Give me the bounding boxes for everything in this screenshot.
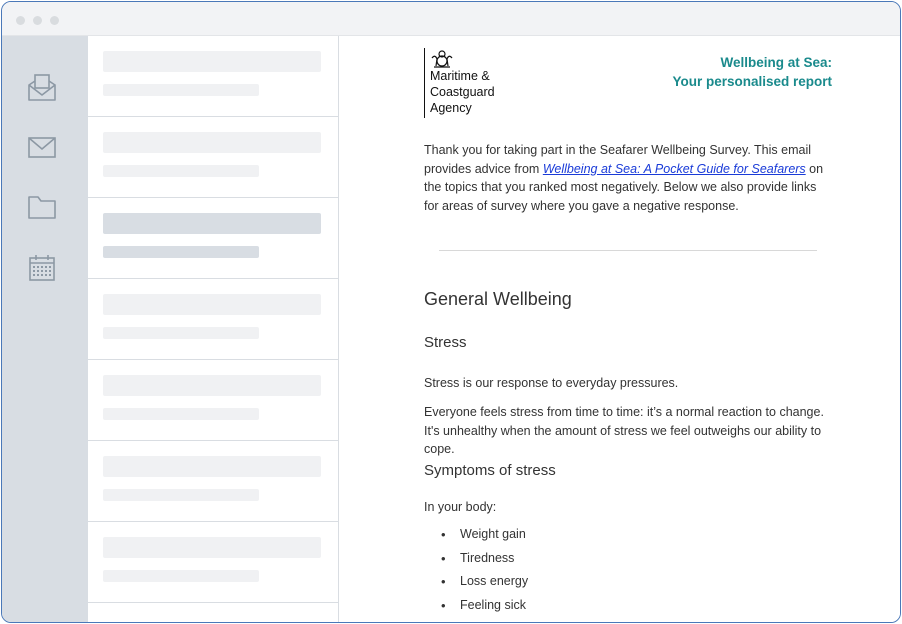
org-name: Maritime & Coastguard Agency xyxy=(430,69,495,115)
list-item[interactable] xyxy=(88,441,338,522)
placeholder-bar xyxy=(103,51,321,72)
placeholder-bar xyxy=(103,408,259,420)
subsection-title: Stress xyxy=(424,334,467,351)
list-item: • Loss energy xyxy=(424,570,528,594)
royal-crest-icon xyxy=(430,50,454,68)
report-title xyxy=(672,53,832,91)
stress-paragraph: Everyone feels stress from time to time: it’s a normal reaction to change. It's unhealthy when the amount of stress we feel outweighs our ability to cope. xyxy=(424,405,824,456)
intro-paragraph xyxy=(424,141,834,215)
message-list xyxy=(88,36,339,622)
stress-definition: Stress is our response to everyday pressures. xyxy=(424,376,679,390)
list-item: • Weight gain xyxy=(424,523,528,547)
divider xyxy=(439,250,817,251)
placeholder-bar xyxy=(103,456,321,477)
report-title-line1: Wellbeing at Sea: xyxy=(720,55,832,70)
pocket-guide-link[interactable]: Wellbeing at Sea: A Pocket Guide for Seafarers xyxy=(542,161,806,176)
envelope-icon[interactable] xyxy=(26,131,58,163)
list-item[interactable] xyxy=(88,522,338,603)
placeholder-bar xyxy=(103,132,321,153)
placeholder-bar xyxy=(103,84,259,96)
list-item-selected[interactable] xyxy=(88,198,338,279)
nav-rail xyxy=(2,36,88,622)
placeholder-bar xyxy=(103,294,321,315)
email-reading-pane xyxy=(339,36,900,622)
section-title: General Wellbeing xyxy=(424,289,572,309)
placeholder-bar xyxy=(103,489,259,501)
list-item: • Feeling sick xyxy=(424,594,528,618)
list-item[interactable] xyxy=(88,117,338,198)
window-control-dot[interactable] xyxy=(16,16,25,25)
calendar-icon[interactable] xyxy=(26,252,58,284)
body-label: In your body: xyxy=(424,500,497,514)
inbox-tray-icon[interactable] xyxy=(26,71,58,103)
placeholder-bar xyxy=(103,213,321,234)
intro-text: Thank you for taking part in the Seafarer Wellbeing Survey. This email provides advice from xyxy=(424,143,811,176)
intro-text: on the topics that you ranked most negatively. Below we also provide links for areas of survey where you gave a negative response. xyxy=(424,161,824,213)
folder-icon[interactable] xyxy=(26,191,58,223)
placeholder-bar xyxy=(103,537,321,558)
placeholder-bar xyxy=(103,375,321,396)
report-title-line2: Your personalised report xyxy=(672,74,832,89)
list-item: • Tiredness xyxy=(424,547,528,571)
list-item[interactable] xyxy=(88,279,338,360)
symptoms-list xyxy=(424,523,528,617)
window-control-dot[interactable] xyxy=(33,16,42,25)
placeholder-bar xyxy=(103,165,259,177)
logo-divider xyxy=(424,48,425,118)
list-item[interactable] xyxy=(88,360,338,441)
mca-logo xyxy=(424,48,544,118)
placeholder-bar xyxy=(103,327,259,339)
placeholder-bar xyxy=(103,570,259,582)
window-titlebar xyxy=(2,2,900,36)
symptoms-title: Symptoms of stress xyxy=(424,462,556,479)
app-window xyxy=(1,1,901,623)
placeholder-bar xyxy=(103,246,259,258)
list-item[interactable] xyxy=(88,36,338,117)
window-control-dot[interactable] xyxy=(50,16,59,25)
